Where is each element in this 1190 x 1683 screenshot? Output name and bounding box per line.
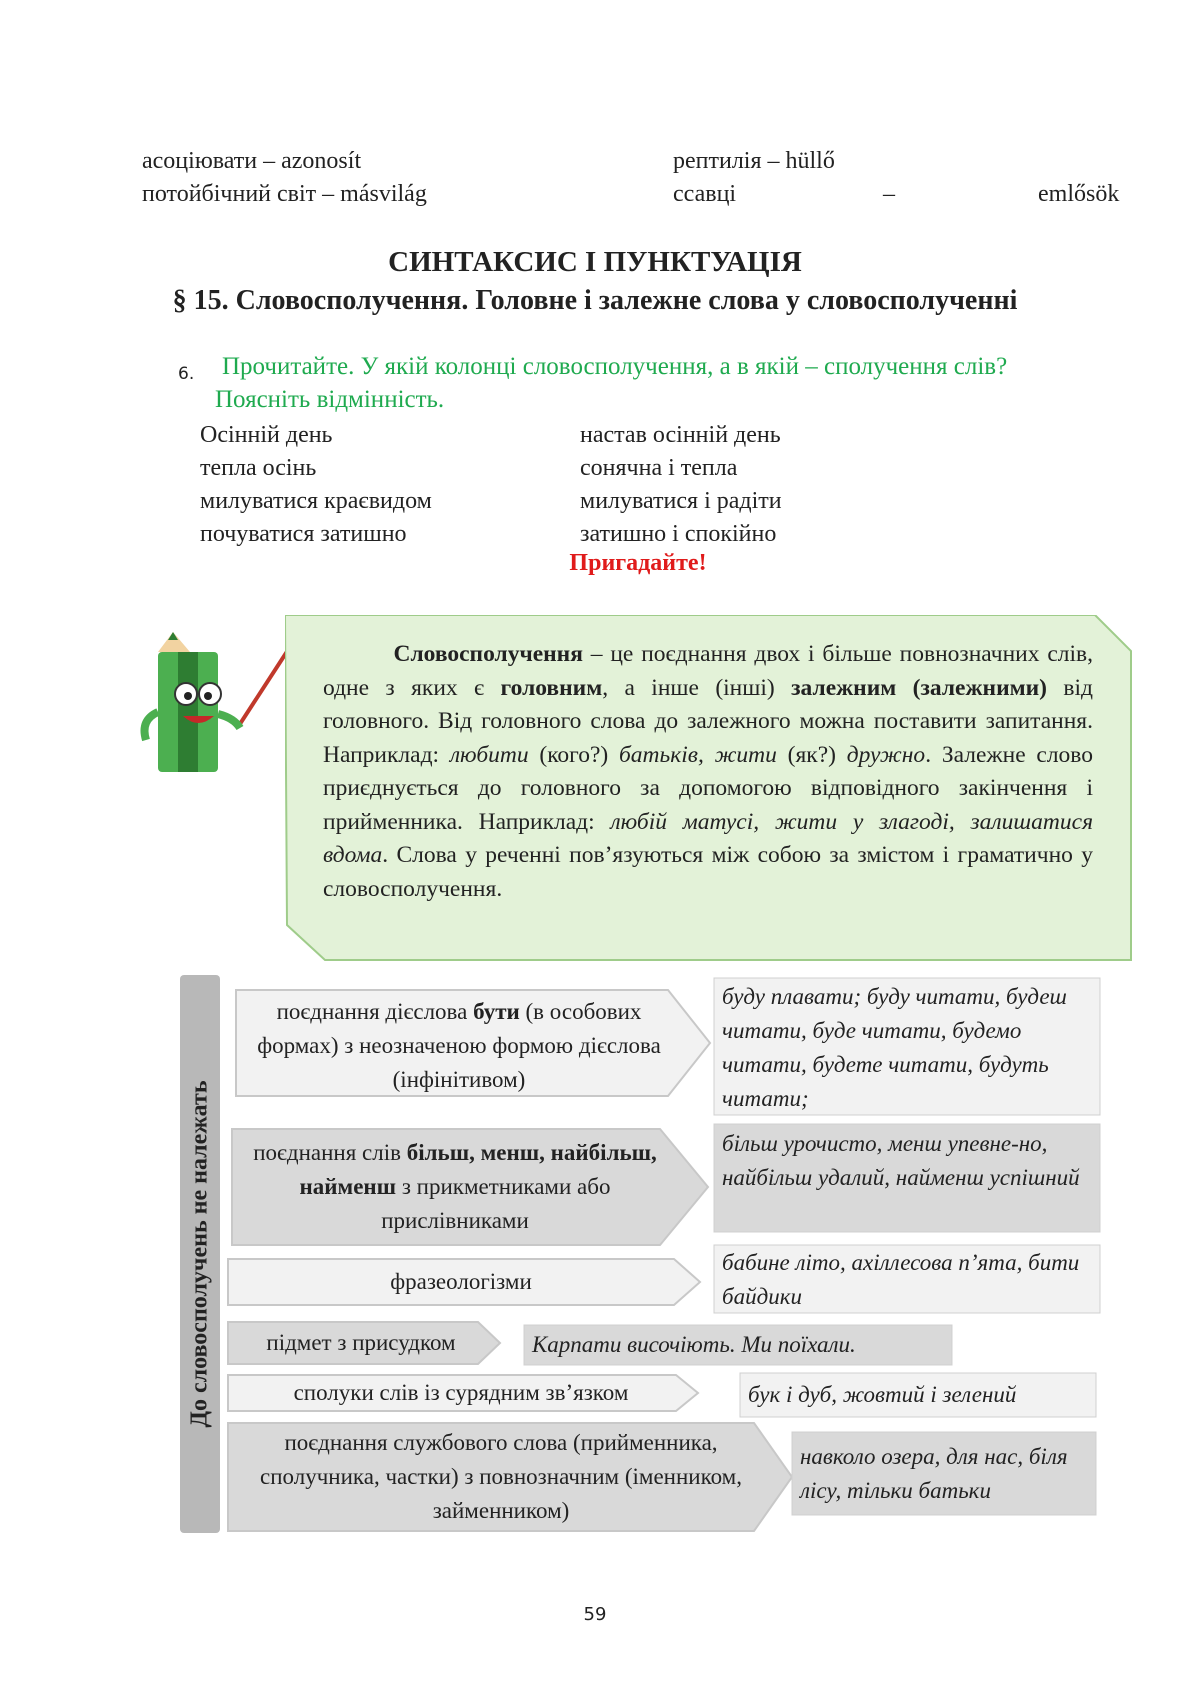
example-text: бабине літо, ахіллесова п’ята, бити байдики — [722, 1250, 1080, 1309]
vocab-item: рептилія – hüllő — [673, 148, 835, 174]
list-item: затишно і спокійно — [580, 521, 777, 547]
vocab-item: – — [883, 181, 895, 207]
task-number: 6. — [178, 364, 195, 384]
rule-fragment: . Залежне слово приєднується до головного за допомогою відповідного закінчення і прийменника. Наприклад: — [323, 741, 1093, 835]
list-item: милуватися краєвидом — [200, 488, 432, 514]
example-text: більш урочисто, менш упевне-но, найбільш удалий, найменш успішний — [722, 1131, 1080, 1190]
category-label: сполуки слів із сурядним зв’язком — [293, 1380, 629, 1405]
task-text: Поясніть відмінність. — [215, 386, 445, 413]
vocab-item: потойбічний світ – másvilág — [142, 181, 427, 207]
remind-label: Пригадайте! — [569, 550, 707, 576]
category-label: поєднання дієслова бути (в особових формах) з неозначеною формою дієслова (інфінітивом) — [257, 999, 661, 1092]
example: любій матусі, жити у злагоді, залишатися вдома — [323, 808, 1093, 868]
example-text: Карпати височіють. Ми поїхали. — [532, 1332, 856, 1357]
term: Словосполучення — [393, 641, 583, 667]
list-item: Осінній день — [200, 422, 333, 448]
rule-fragment: (як?) — [776, 741, 847, 768]
category-label: поєднання службового слова (прийменника, сполучника, частки) з повнозначним (іменником, займенником) — [260, 1430, 742, 1523]
rule-fragment: , а інше (інші) — [602, 674, 792, 701]
vocab-item: асоціювати – azonosít — [142, 148, 362, 174]
rule-fragment: від головного. Від головного слова до залежного можна поставити запитання. Наприклад: — [323, 674, 1093, 768]
example-text: навколо озера, для нас, біля лісу, тільки батьки — [800, 1444, 1068, 1503]
sidebar-label: До словосполучень не належать — [186, 1080, 213, 1428]
list-item: почуватися затишно — [200, 521, 407, 547]
category-label: поєднання слів більш, менш, найбільш, найменш з прикметниками або прислівниками — [253, 1140, 657, 1233]
list-item: сонячна і тепла — [580, 455, 738, 481]
example-text: бук і дуб, жовтий і зелений — [748, 1382, 1017, 1407]
category-label: фразеологізми — [390, 1269, 532, 1294]
rule-fragment: . Слова у реченні пов’язуються між собою за змістом і граматично у словосполучення. — [323, 842, 1093, 902]
example: дружно — [846, 741, 926, 768]
example: батьків, жити — [618, 741, 777, 768]
term: головним — [500, 674, 603, 701]
rule-fragment: (кого?) — [528, 741, 619, 768]
paragraph-heading: § 15. Словосполучення. Головне і залежне слова у словосполученні — [172, 285, 1018, 316]
vocab-item: ссавці — [673, 181, 737, 207]
example-text: буду плавати; буду читати, будеш читати, буде читати, будемо читати, будете читати, будуть читати; — [722, 984, 1067, 1111]
list-item: тепла осінь — [200, 455, 317, 481]
page-number: 59 — [583, 1604, 607, 1625]
category-label: підмет з присудком — [266, 1330, 456, 1355]
list-item: настав осінній день — [580, 422, 781, 448]
example: любити — [449, 741, 529, 768]
task-text: Прочитайте. У якій колонці словосполучення, а в якій – сполучення слів? — [222, 353, 1008, 380]
rule-fragment: – це поєднання двох і більше повнозначних слів, одне з яких є — [323, 641, 1093, 701]
term: залежним (залежними) — [791, 674, 1047, 701]
list-item: милуватися і радіти — [580, 488, 782, 514]
section-heading: СИНТАКСИС І ПУНКТУАЦІЯ — [388, 246, 802, 278]
vocab-item: emlősök — [1038, 181, 1120, 207]
